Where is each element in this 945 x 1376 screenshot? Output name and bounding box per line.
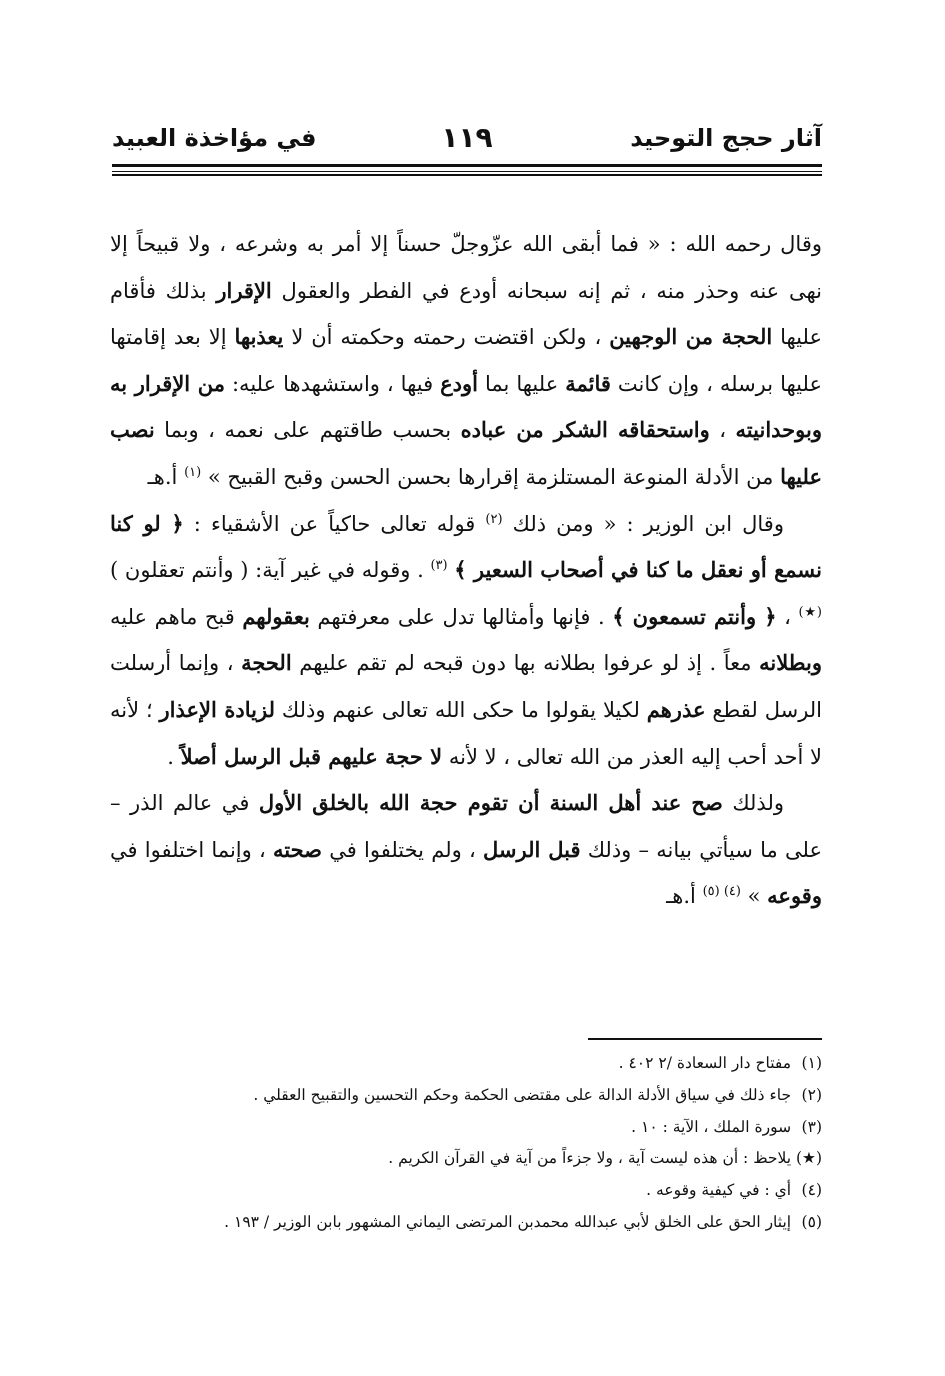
footnote xyxy=(110,1080,822,1112)
footnote-mark: (٣) xyxy=(801,1117,822,1136)
text-run: إلا بعد إقامتها عليها برسله ، وإن كانت xyxy=(110,325,822,396)
emphasis-text: من الإقرار به وبوحدانيته xyxy=(110,370,822,443)
text-run: وقال ابن الوزير : « ومن ذلك xyxy=(502,511,784,536)
header-rule-bottom xyxy=(112,174,822,176)
footnote-ref: (٢) xyxy=(485,511,503,527)
footnote xyxy=(110,1143,822,1175)
text-run: عليها بما xyxy=(477,371,566,396)
footnote-mark: (★) xyxy=(796,1149,822,1168)
text-run: لكيلا يقولوا ما حكى الله تعالى عنهم وذلك xyxy=(274,697,647,722)
footnote-ref: (٣) xyxy=(430,558,448,574)
text-run: ولذلك xyxy=(722,791,784,816)
emphasis-text: قبل الرسل xyxy=(483,836,581,862)
text-run: وقال رحمه الله : « فما أبقى الله عزّوجلّ حسناً إلا أمر به وشرعه ، ولا قبيحاً إلا نهى عنه وحذر منه ، ثم إنه سبحانه أودع في الفطر والعقول xyxy=(110,232,822,303)
header-rule-thin xyxy=(112,171,822,172)
emphasis-text: يعذبها xyxy=(234,324,284,350)
header-rule-thick xyxy=(112,164,822,167)
footnote-mark: (٢) xyxy=(801,1085,822,1104)
text-run: قبح ماهم عليه xyxy=(110,604,243,629)
footnote xyxy=(110,1175,822,1207)
book-title: آثار حجج التوحيد xyxy=(630,124,822,152)
emphasis-text: الحجة من الوجهين xyxy=(609,324,773,350)
emphasis-text: بعقولهم xyxy=(242,603,310,629)
text-run: ؛ لأنه لا أحد أحب إليه العذر من الله تعالى ، لا لأنه xyxy=(110,697,822,769)
text-run: بحسب طاقتهم على نعمه ، وبما xyxy=(154,418,461,443)
chapter-title: في مؤاخذة العبيد xyxy=(112,124,317,152)
text-run: » xyxy=(740,884,768,909)
emphasis-text: واستحقاقه الشكر من عباده xyxy=(460,417,710,443)
text-run: قوله تعالى حاكياً عن الأشقياء : xyxy=(183,511,486,536)
footnote-mark: (٤) xyxy=(801,1181,822,1200)
footnote-separator xyxy=(588,1038,822,1040)
footnote xyxy=(110,1048,822,1080)
text-run: . xyxy=(167,744,181,769)
text-run: من الأدلة المنوعة المستلزمة إقرارها بحسن الحسن وقبح القبيح » xyxy=(201,464,781,489)
text-run: في عالم الذر – على ما سيأتي بيانه – وذلك xyxy=(110,791,822,862)
text-run: ، وإنما أرسلت الرسل لقطع xyxy=(110,651,823,722)
text-run: معاً . إذ لو عرفوا بطلانه بها دون قبحه لم تقم عليهم xyxy=(291,651,760,676)
footnote-ref: (★) xyxy=(798,604,822,620)
emphasis-text: صحته xyxy=(273,836,323,862)
text-run: . فإنها وأمثالها تدل على معرفتهم xyxy=(309,604,613,629)
footnote-text: سورة الملك ، الآية : ١٠ . xyxy=(631,1117,796,1136)
text-run: ، xyxy=(709,418,736,443)
text-run: . وقوله في غير آية: ( وأنتم تعقلون ) xyxy=(110,558,431,583)
text-run: أ.هـ xyxy=(147,464,185,489)
emphasis-text: لا حجة عليهم قبل الرسل أصلاً xyxy=(180,743,443,769)
main-text xyxy=(110,222,822,920)
emphasis-text: ﴿ لو كنا نسمع أو نعقل ما كنا في أصحاب السعير ﴾ xyxy=(110,510,822,583)
emphasis-text: لزيادة الإعذار xyxy=(159,696,275,722)
footnote-text: إيثار الحق على الخلق لأبي عبدالله محمدبن المرتضى اليماني المشهور بابن الوزير / ١٩٣ . xyxy=(224,1212,796,1231)
paragraph xyxy=(110,222,822,501)
emphasis-text: الإقرار xyxy=(216,277,272,303)
text-run: فيها ، واستشهدها عليه: xyxy=(225,371,441,396)
emphasis-text: صح عند أهل السنة أن تقوم حجة الله بالخلق الأول xyxy=(258,790,723,816)
footnote-text: جاء ذلك في سياق الأدلة الدالة على مقتضى الحكمة وحكم التحسين والتقبيح العقلي . xyxy=(253,1085,796,1104)
emphasis-text: وقوعه xyxy=(767,883,822,909)
paragraph xyxy=(110,780,822,920)
text-run: ، ولكن اقتضت رحمته وحكمته أن لا xyxy=(283,325,610,350)
text-run: ، xyxy=(776,604,799,629)
footnote xyxy=(110,1207,822,1239)
emphasis-text: ﴿ وأنتم تسمعون ﴾ xyxy=(612,603,777,629)
running-header xyxy=(112,118,822,158)
emphasis-text: أودع xyxy=(440,370,478,396)
emphasis-text: الحجة xyxy=(241,650,292,676)
text-run: ، وإنما اختلفوا في xyxy=(110,837,274,862)
emphasis-text: نصب عليها xyxy=(110,417,822,489)
paragraph xyxy=(110,501,822,781)
text-run: ، ولم يختلفوا في xyxy=(322,837,484,862)
emphasis-text: وبطلانه xyxy=(759,650,822,676)
emphasis-text: قائمة xyxy=(565,370,611,396)
page-number: ١١٩ xyxy=(441,121,493,154)
footnote-mark: (١) xyxy=(801,1054,822,1072)
footnote xyxy=(110,1112,822,1144)
text-run: بذلك فأقام عليها xyxy=(110,278,822,350)
text-run: أ.هـ xyxy=(666,884,703,909)
footnote-mark: (٥) xyxy=(801,1212,822,1231)
footnote-text: يلاحظ : أن هذه ليست آية ، ولا جزءاً من آية في القرآن الكريم . xyxy=(388,1149,796,1168)
footnotes xyxy=(110,1048,822,1239)
footnote-ref: (١) xyxy=(184,464,202,480)
emphasis-text: عذرهم xyxy=(646,696,706,722)
footnote-text: مفتاح دار السعادة /٢ ٤٠٢ . xyxy=(618,1054,796,1072)
footnote-ref: (٤) (٥) xyxy=(702,884,741,900)
footnote-text: أي : في كيفية وقوعه . xyxy=(646,1181,796,1200)
